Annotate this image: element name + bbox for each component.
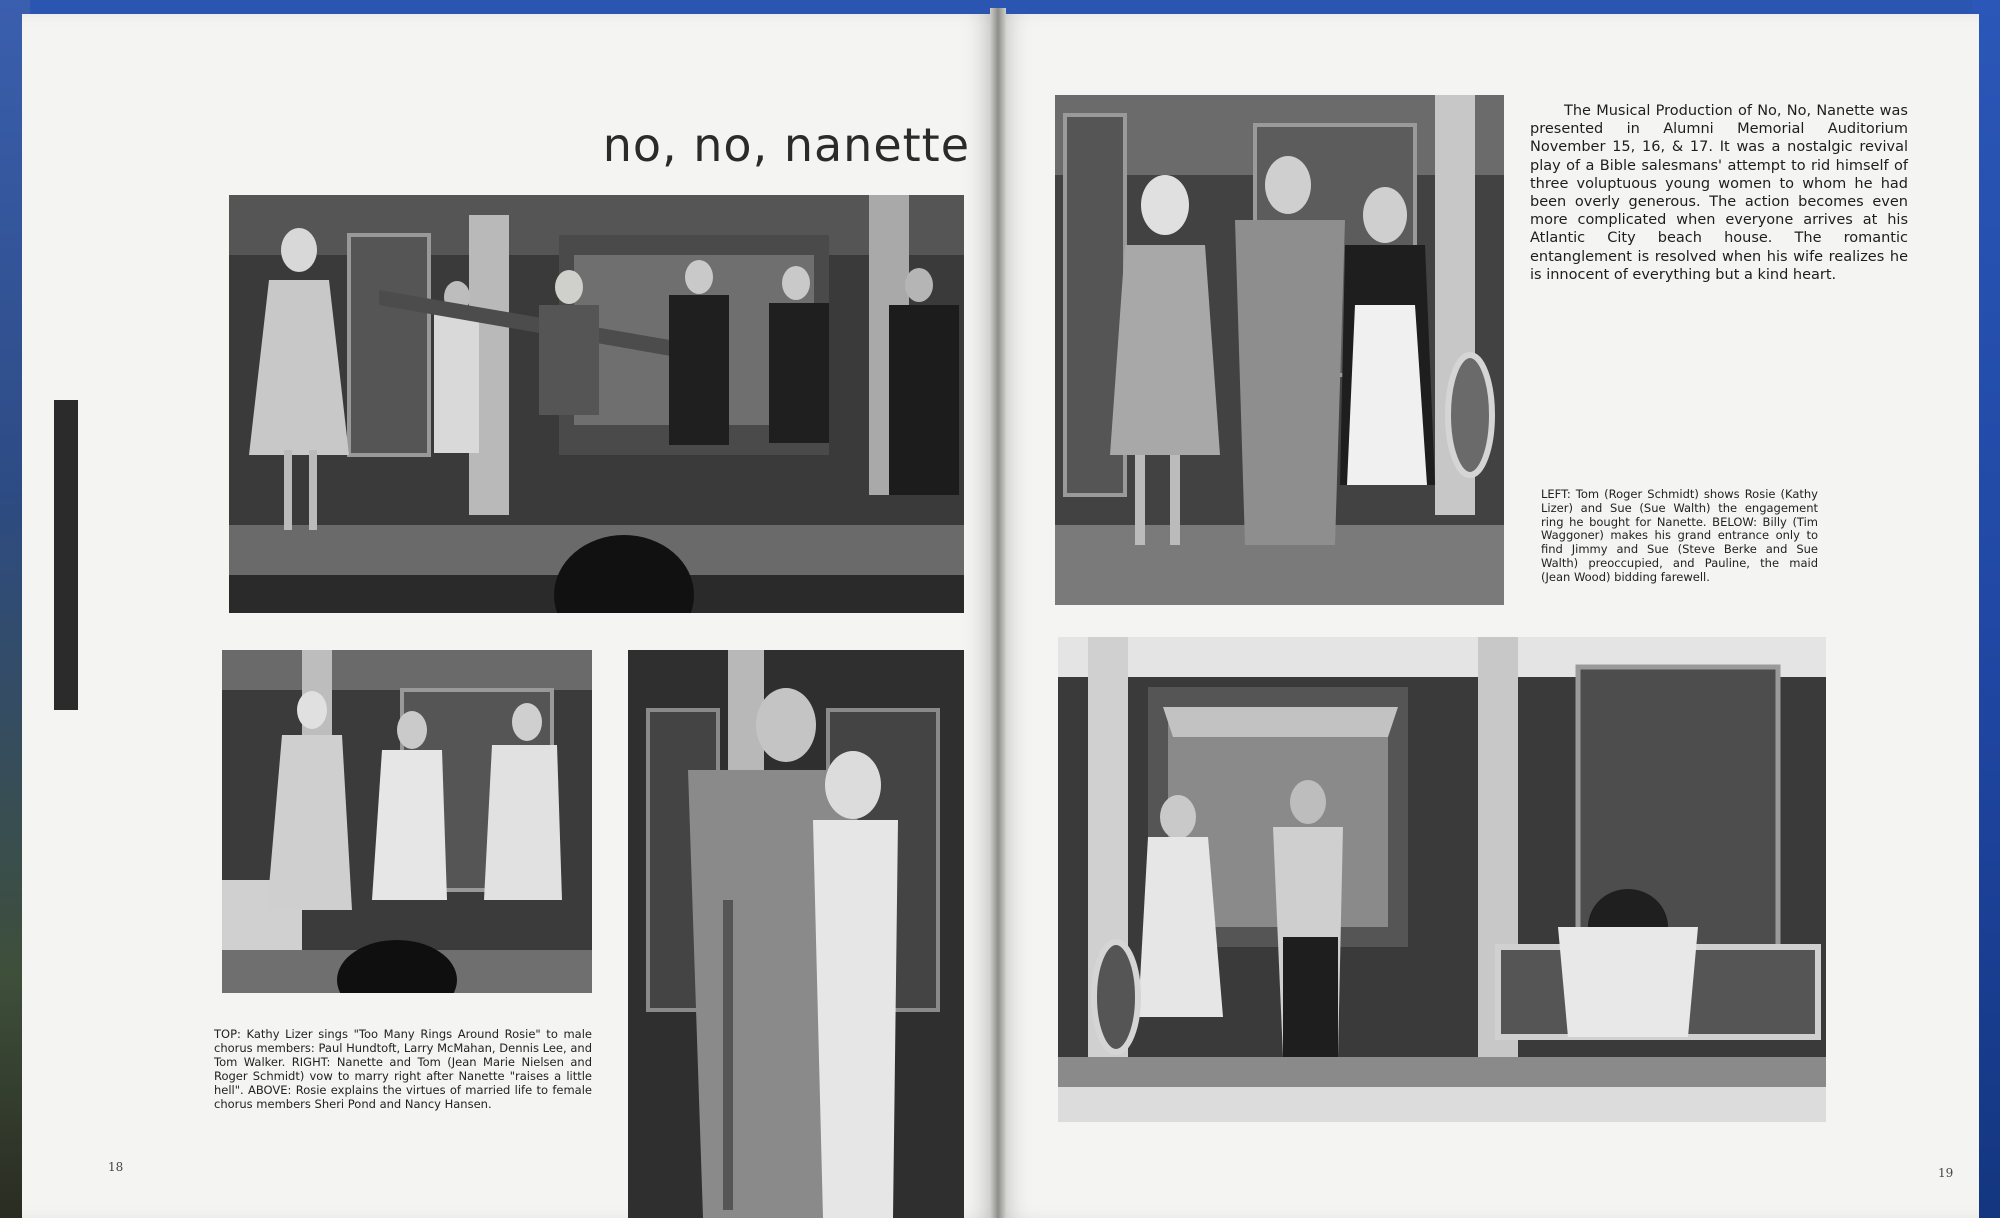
page-edge-photo-strip [54,400,78,710]
page-number-right: 19 [1938,1166,1954,1180]
page-number-left: 18 [108,1160,124,1174]
intro-paragraph: The Musical Production of No, No, Nanette was presented in Alumni Memorial Auditorium November 15, 16, & 17. It was a nostalgic revival play of a Bible salesmans' attempt to rid himself of three voluptuous young women to whom he had been overly generous. The action becomes even more complicated when everyone arrives at his Atlantic City beach house. The romantic entanglement is resolved when his wife realizes he is innocent of everything but a kind heart. [1530,103,1908,283]
photo-nanette-tom [628,650,964,1218]
caption-left-page: TOP: Kathy Lizer sings "Too Many Rings Around Rosie" to male chorus members: Paul Hundtoft, Larry McMahan, Dennis Lee, and Tom Walker. RIGHT: Nanette and Tom (Jean Marie Nielsen and Roger Schmidt) vow to marry right after Nanette "raises a little hell". ABOVE: Rosie explains the virtues of married life to female chorus members Sheri Pond and Nancy Hansen. [214,1027,592,1111]
photo-top-chorus [229,195,964,613]
book-gutter [990,8,1006,1218]
page-title: no, no, nanette [602,118,970,172]
caption-right-page: LEFT: Tom (Roger Schmidt) shows Rosie (Kathy Lizer) and Sue (Sue Walth) the engagement ring he bought for Nanette. BELOW: Billy (Tim Waggoner) makes his grand entrance only to find Jimmy and Sue (Steve Berke and Sue Walth) preoccupied, and Pauline, the maid (Jean Wood) bidding farewell. [1541,487,1818,584]
photo-engagement-ring [1055,95,1504,605]
photo-female-chorus [222,650,592,993]
photo-grand-entrance [1058,637,1826,1122]
